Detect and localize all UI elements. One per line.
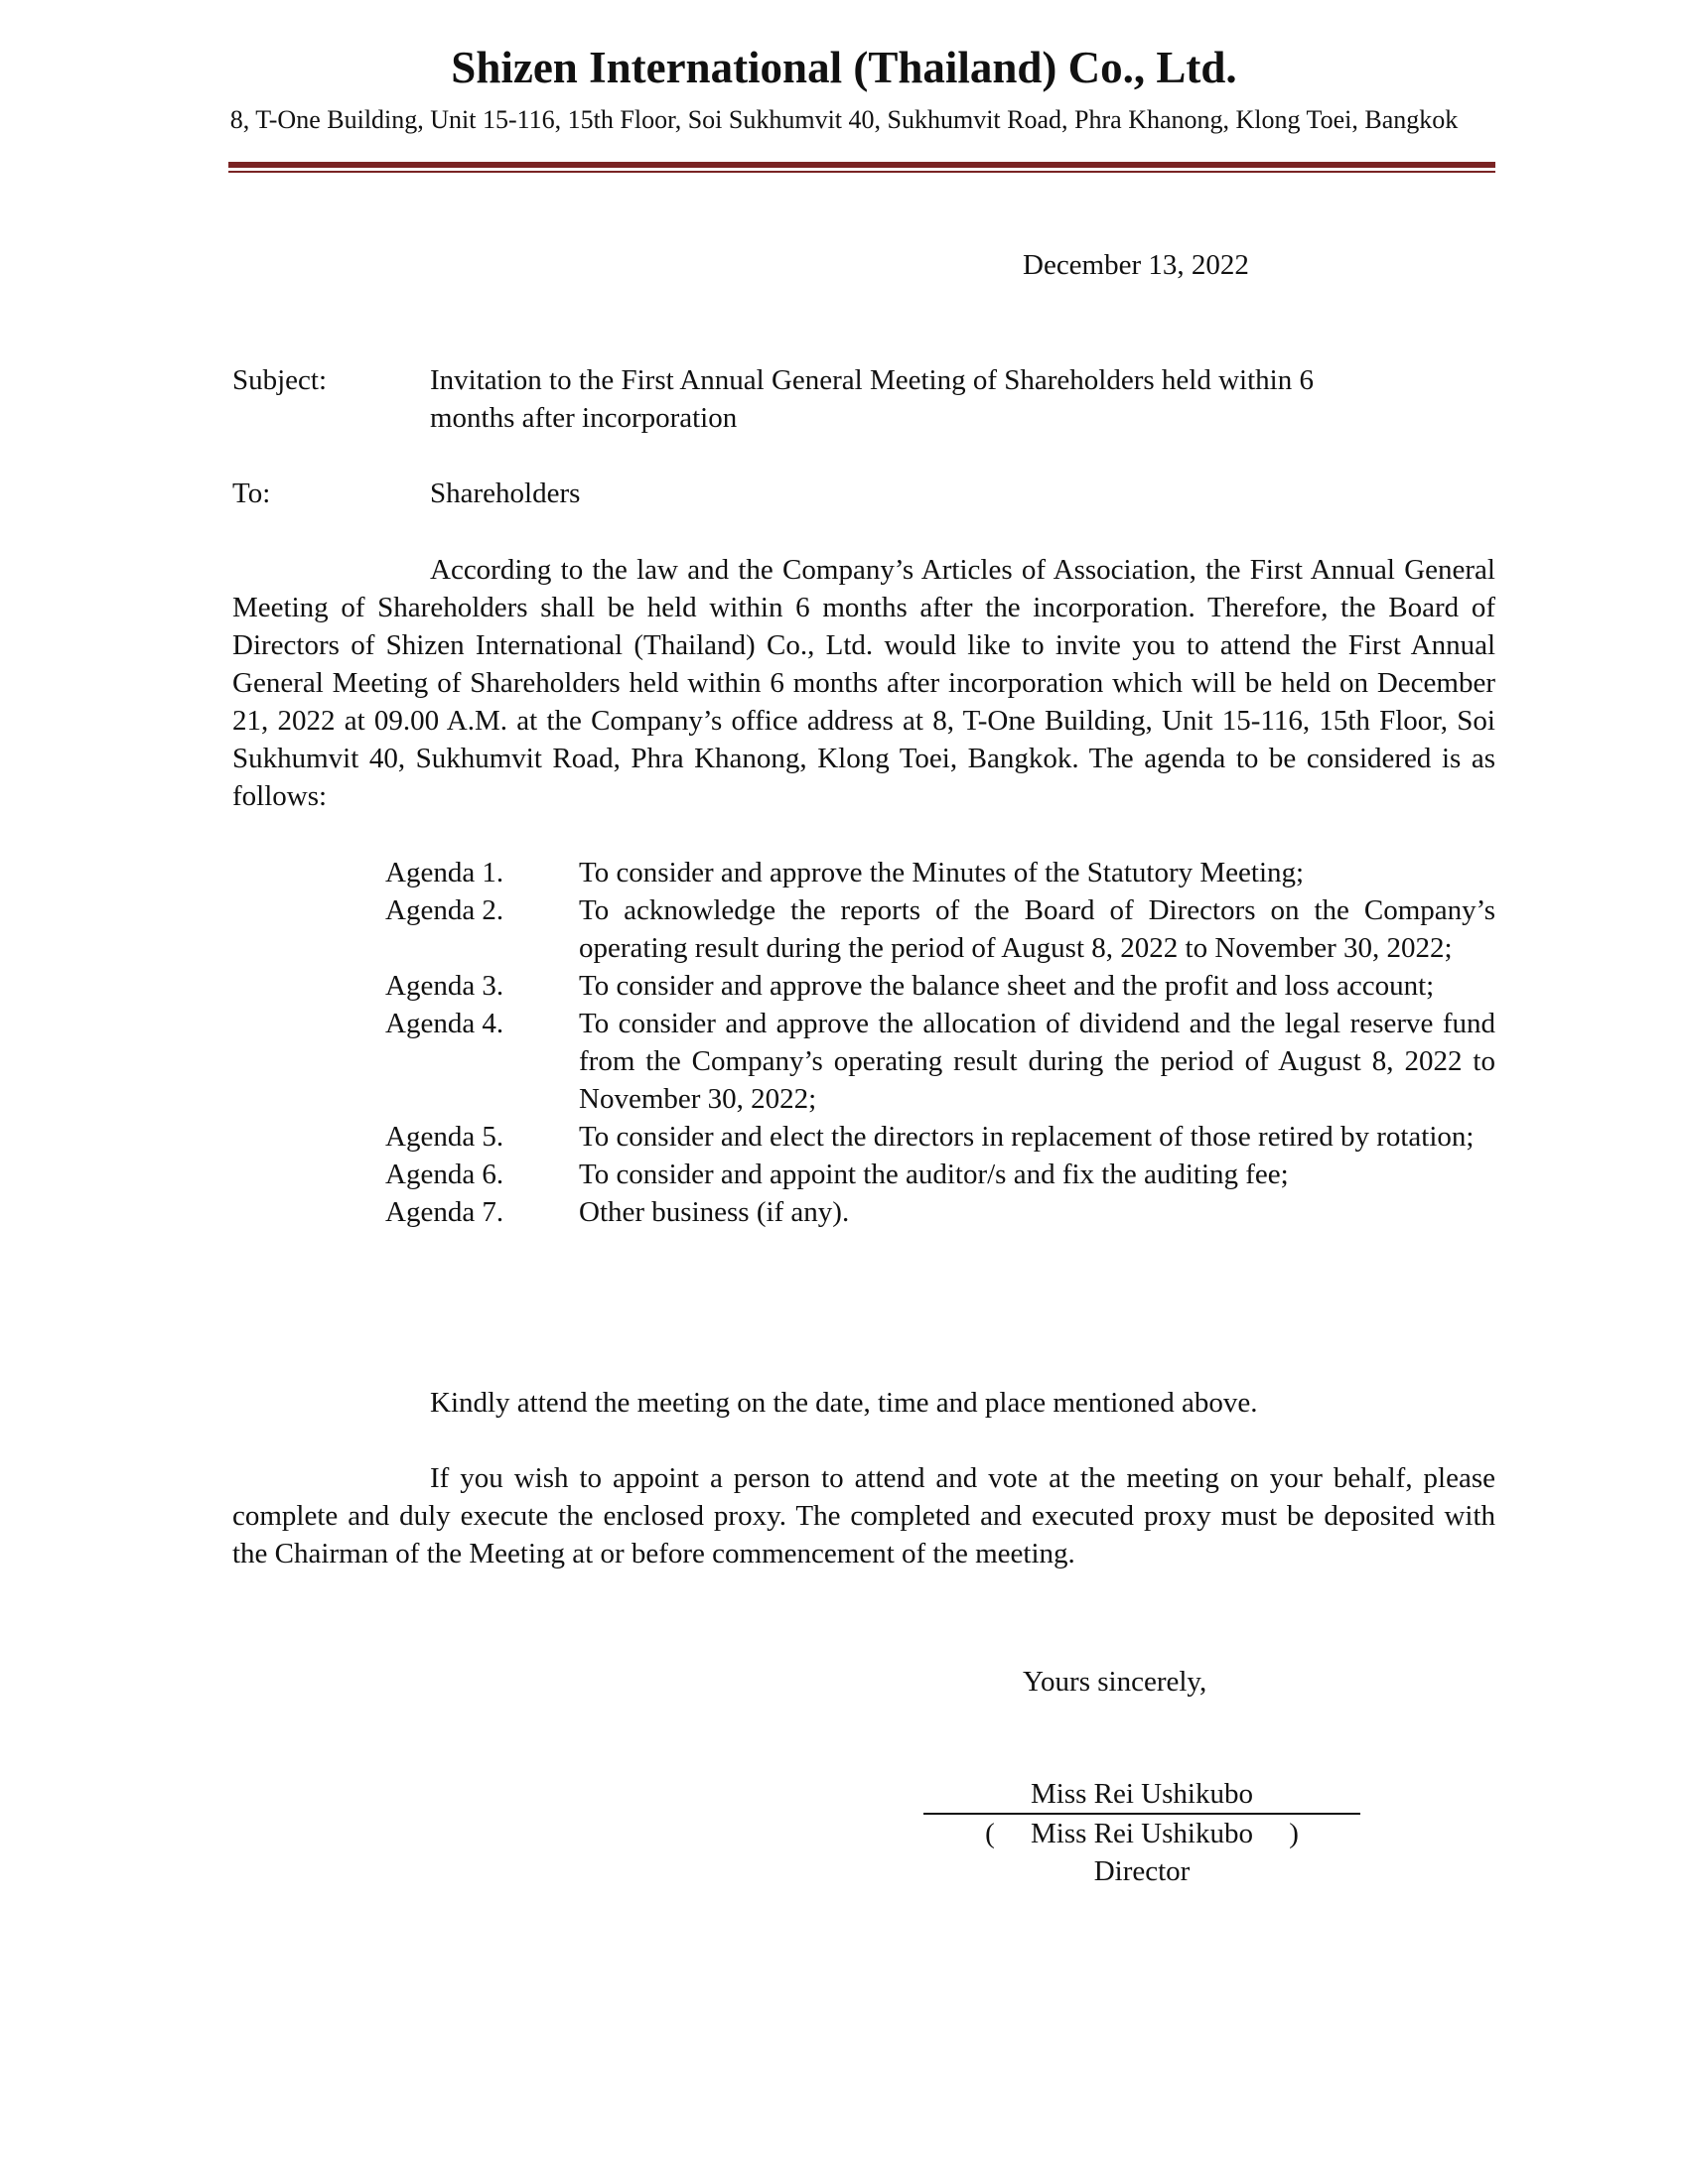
recipient-text: Shareholders (430, 478, 581, 509)
agenda-number: Agenda 5. (385, 1121, 504, 1153)
agenda-number: Agenda 7. (385, 1196, 504, 1228)
agenda-number: Agenda 6. (385, 1159, 504, 1190)
recipient-label: To: (232, 478, 271, 509)
agenda-item (385, 854, 1495, 891)
signature-name: Miss Rei Ushikubo (923, 1775, 1360, 1815)
agenda-item (385, 891, 1495, 967)
close-parenthesis: ) (1289, 1818, 1299, 1849)
company-name: Shizen International (Thailand) Co., Ltd. (451, 43, 1237, 92)
agenda-number: Agenda 2. (385, 894, 504, 926)
agenda-number: Agenda 1. (385, 857, 504, 888)
agenda-item (385, 1193, 1495, 1231)
signature-block (923, 1775, 1360, 1890)
body-paragraph-attend: Kindly attend the meeting on the date, time and place mentioned above. (430, 1387, 1258, 1419)
agenda-list (385, 854, 1495, 1231)
agenda-item (385, 1156, 1495, 1193)
agenda-text: To consider and appoint the auditor/s and fix the auditing fee; (579, 1159, 1289, 1190)
body-paragraph-invitation: According to the law and the Company’s Articles of Association, the First Annual General Meeting of Shareholders shall be held within 6 months after the incorporation. Therefore, the Board of Directors of Shizen International (Thailand) Co., Ltd. would like to invite you to attend the First Annual General Meeting of Shareholders held within 6 months after incorporation which will be held on December 21, 2022 at 09.00 A.M. at the Company’s office address at 8, T-One Building, Unit 15-116, 15th Floor, Soi Sukhumvit 40, Sukhumvit Road, Phra Khanong, Klong Toei, Bangkok. The agenda to be considered is as follows: (232, 554, 1495, 812)
agenda-text: To acknowledge the reports of the Board of Directors on the Company’s operating result during the period of August 8, 2022 to November 30, 2022; (579, 894, 1495, 964)
agenda-item (385, 967, 1495, 1005)
subject-text: Invitation to the First Annual General Meeting of Shareholders held within 6 months after incorporation (430, 364, 1314, 434)
agenda-text: To consider and approve the Minutes of the Statutory Meeting; (579, 857, 1305, 888)
agenda-number: Agenda 4. (385, 1008, 504, 1039)
letterhead-divider-thick (228, 162, 1495, 168)
body-paragraph-proxy: If you wish to appoint a person to attend and vote at the meeting on your behalf, please complete and duly execute the enclosed proxy. The completed and executed proxy must be deposited with the Chairman of the Meeting at or before commencement of the meeting. (232, 1462, 1495, 1570)
letter-date: December 13, 2022 (1023, 249, 1249, 281)
agenda-text: To consider and approve the balance sheet and the profit and loss account; (579, 970, 1435, 1002)
printed-name: Miss Rei Ushikubo (1031, 1818, 1253, 1849)
subject-label: Subject: (232, 364, 328, 396)
agenda-text: Other business (if any). (579, 1196, 850, 1228)
agenda-number: Agenda 3. (385, 970, 504, 1002)
agenda-text: To consider and approve the allocation of dividend and the legal reserve fund from the Company’s operating result during the period of August 8, 2022 to November 30, 2022; (579, 1008, 1495, 1115)
agenda-item (385, 1005, 1495, 1118)
printed-name-line (923, 1815, 1360, 1852)
signatory-title: Director (1093, 1855, 1191, 1887)
closing-salutation: Yours sincerely, (1023, 1666, 1207, 1698)
letterhead (0, 40, 1688, 137)
agenda-item (385, 1118, 1495, 1156)
agenda-text: To consider and elect the directors in replacement of those retired by rotation; (579, 1121, 1475, 1153)
open-parenthesis: ( (985, 1818, 995, 1849)
letterhead-divider-thin (228, 171, 1495, 173)
company-address: 8, T-One Building, Unit 15-116, 15th Floor, Soi Sukhumvit 40, Sukhumvit Road, Phra Khanong, Klong Toei, Bangkok (229, 105, 1459, 134)
